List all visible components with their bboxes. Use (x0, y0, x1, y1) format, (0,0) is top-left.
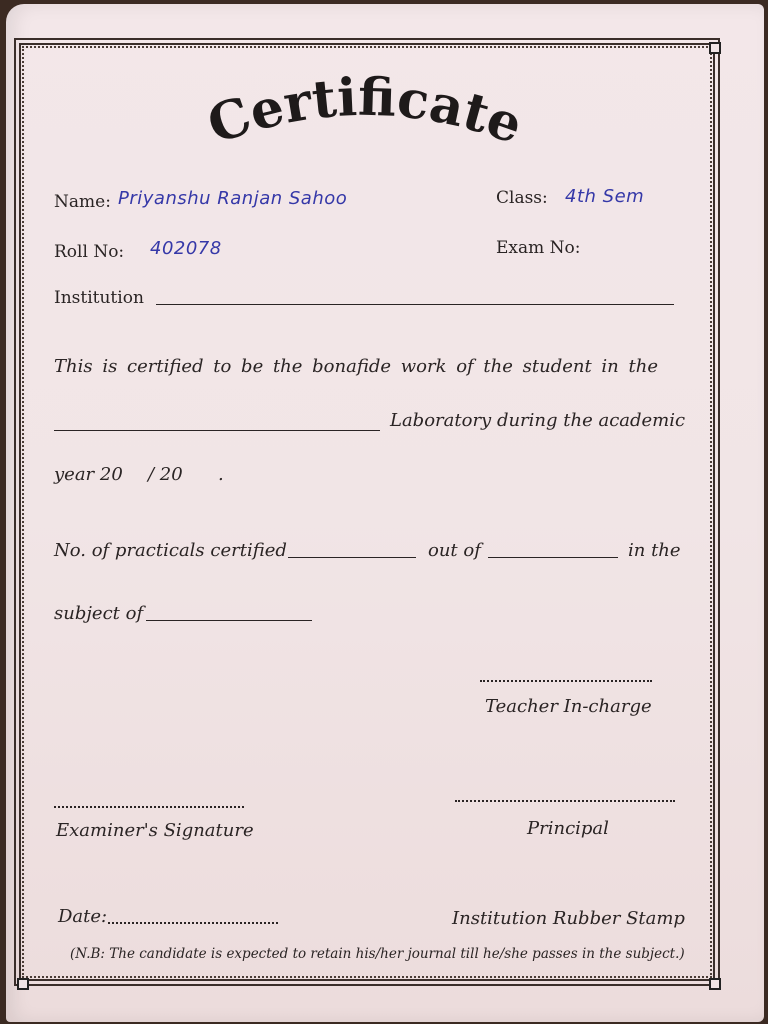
class-value: 4th Sem (565, 186, 645, 207)
examiner-label: Examiner's Signature (56, 820, 254, 841)
exam-label: Exam No: (496, 238, 581, 258)
year-end: . (218, 464, 224, 485)
corner-ornament (709, 42, 721, 54)
institution-label: Institution (54, 288, 144, 308)
subject-text: subject of (54, 603, 144, 624)
practicals-text: No. of practicals certified (54, 540, 287, 561)
examiner-signature-line (54, 806, 244, 808)
name-label: Name: (54, 192, 111, 212)
teacher-signature-line (480, 680, 652, 682)
in-the-text: in the (628, 540, 681, 561)
year-prefix: year 20 (54, 464, 123, 485)
teacher-label: Teacher In-charge (485, 696, 652, 717)
out-of-text: out of (428, 540, 481, 561)
svg-text:Certificate: Certificate (200, 66, 531, 157)
stamp-label: Institution Rubber Stamp (452, 908, 685, 929)
institution-line (156, 304, 674, 305)
certificate-title (150, 60, 580, 190)
year-separator: / 20 (148, 464, 183, 485)
corner-ornament (709, 978, 721, 990)
laboratory-text: Laboratory during the academic (390, 410, 686, 431)
total-line (488, 557, 618, 558)
principal-signature-line (455, 800, 675, 802)
laboratory-line (54, 430, 380, 431)
name-value: Priyanshu Ranjan Sahoo (118, 188, 348, 209)
date-label: Date: (58, 906, 108, 927)
note-text: (N.B: The candidate is expected to retain his/her journal till he/she passes in the subject.) (70, 946, 685, 962)
roll-value: 402078 (150, 238, 222, 259)
subject-line (146, 620, 312, 621)
certified-text: This is certified to be the bonafide work of the student in the (54, 356, 658, 377)
corner-ornament (17, 978, 29, 990)
date-line (108, 922, 278, 924)
principal-label: Principal (527, 818, 609, 839)
class-label: Class: (496, 188, 548, 208)
roll-label: Roll No: (54, 242, 125, 262)
practicals-line (288, 557, 416, 558)
